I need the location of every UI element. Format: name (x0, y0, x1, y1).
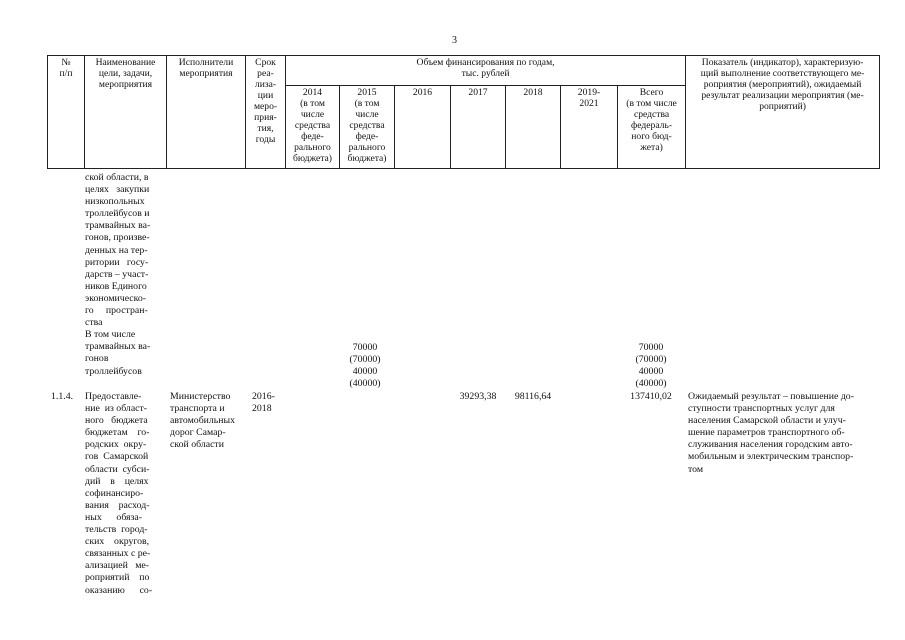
row-total: 137410,02 (630, 391, 672, 402)
row-value-2017: 39293,38 (459, 391, 497, 402)
row-name: Предоставле- ние из област- ного бюджета бюджетам го- родских окру- гов Самарской области субси- дий в целях софинансиро- вания расход- ных обяза- тельств город- ских округов, связанных с ре- ализацией ме- роприятий по оказанию со- (85, 391, 153, 596)
row-executor: Министерство транспорта и автомобильных дорог Самар- ской области (170, 391, 235, 451)
header-2015: 2015 (в том числе средства феде- рального бюджета) (340, 86, 395, 169)
header-2017: 2017 (451, 86, 506, 169)
header-term: Срок реа- лиза- ции меро- прия- тия, годы (246, 56, 286, 169)
row-number: 1.1.4. (51, 391, 74, 402)
row-indicator: Ожидаемый результат – повышение до- ступности транспортных услуг для населения Самарской области и улуч- шение параметров транспортного об- служивания населения городским авто- мобильным и электрическим транспор- том (688, 391, 854, 475)
header-funding: Объем финансирования по годам, тыс. рублей (286, 56, 686, 86)
row-term: 2016- 2018 (252, 391, 275, 415)
page-number: 3 (452, 35, 457, 46)
continuation-name: ской области, в целях закупки низкопольных троллейбусов и трамвайных ва- гонов, произве- денных на тер- ритории госу- дарств – участ- ников Единого экономическо- го простран- ства В том числе трамвайных ва- гонов троллейбусов (85, 172, 151, 377)
continuation-2015-values: 70000 (70000) 40000 (40000) (349, 342, 381, 390)
header-executor: Исполнители мероприятия (167, 56, 246, 169)
header-indicator: Показатель (индикатор), характеризую- щий выполнение соответствующего ме- роприятия (мероприятий), ожидаемый результат реализации мероприятия (ме- роприятий) (686, 56, 880, 169)
header-total: Всего (в том числе средства федераль- ного бюд- жета) (618, 86, 686, 169)
header-name: Наименование цели, задачи, мероприятия (85, 56, 167, 169)
header-2016: 2016 (395, 86, 451, 169)
header-2018: 2018 (506, 86, 561, 169)
continuation-total-values: 70000 (70000) 40000 (40000) (635, 342, 667, 390)
header-2014: 2014 (в том числе средства феде- рального бюджета) (286, 86, 340, 169)
table-header (47, 55, 880, 169)
header-number: № п/п (48, 56, 85, 169)
header-2019-2021: 2019- 2021 (561, 86, 618, 169)
row-value-2018: 98116,64 (514, 391, 552, 402)
